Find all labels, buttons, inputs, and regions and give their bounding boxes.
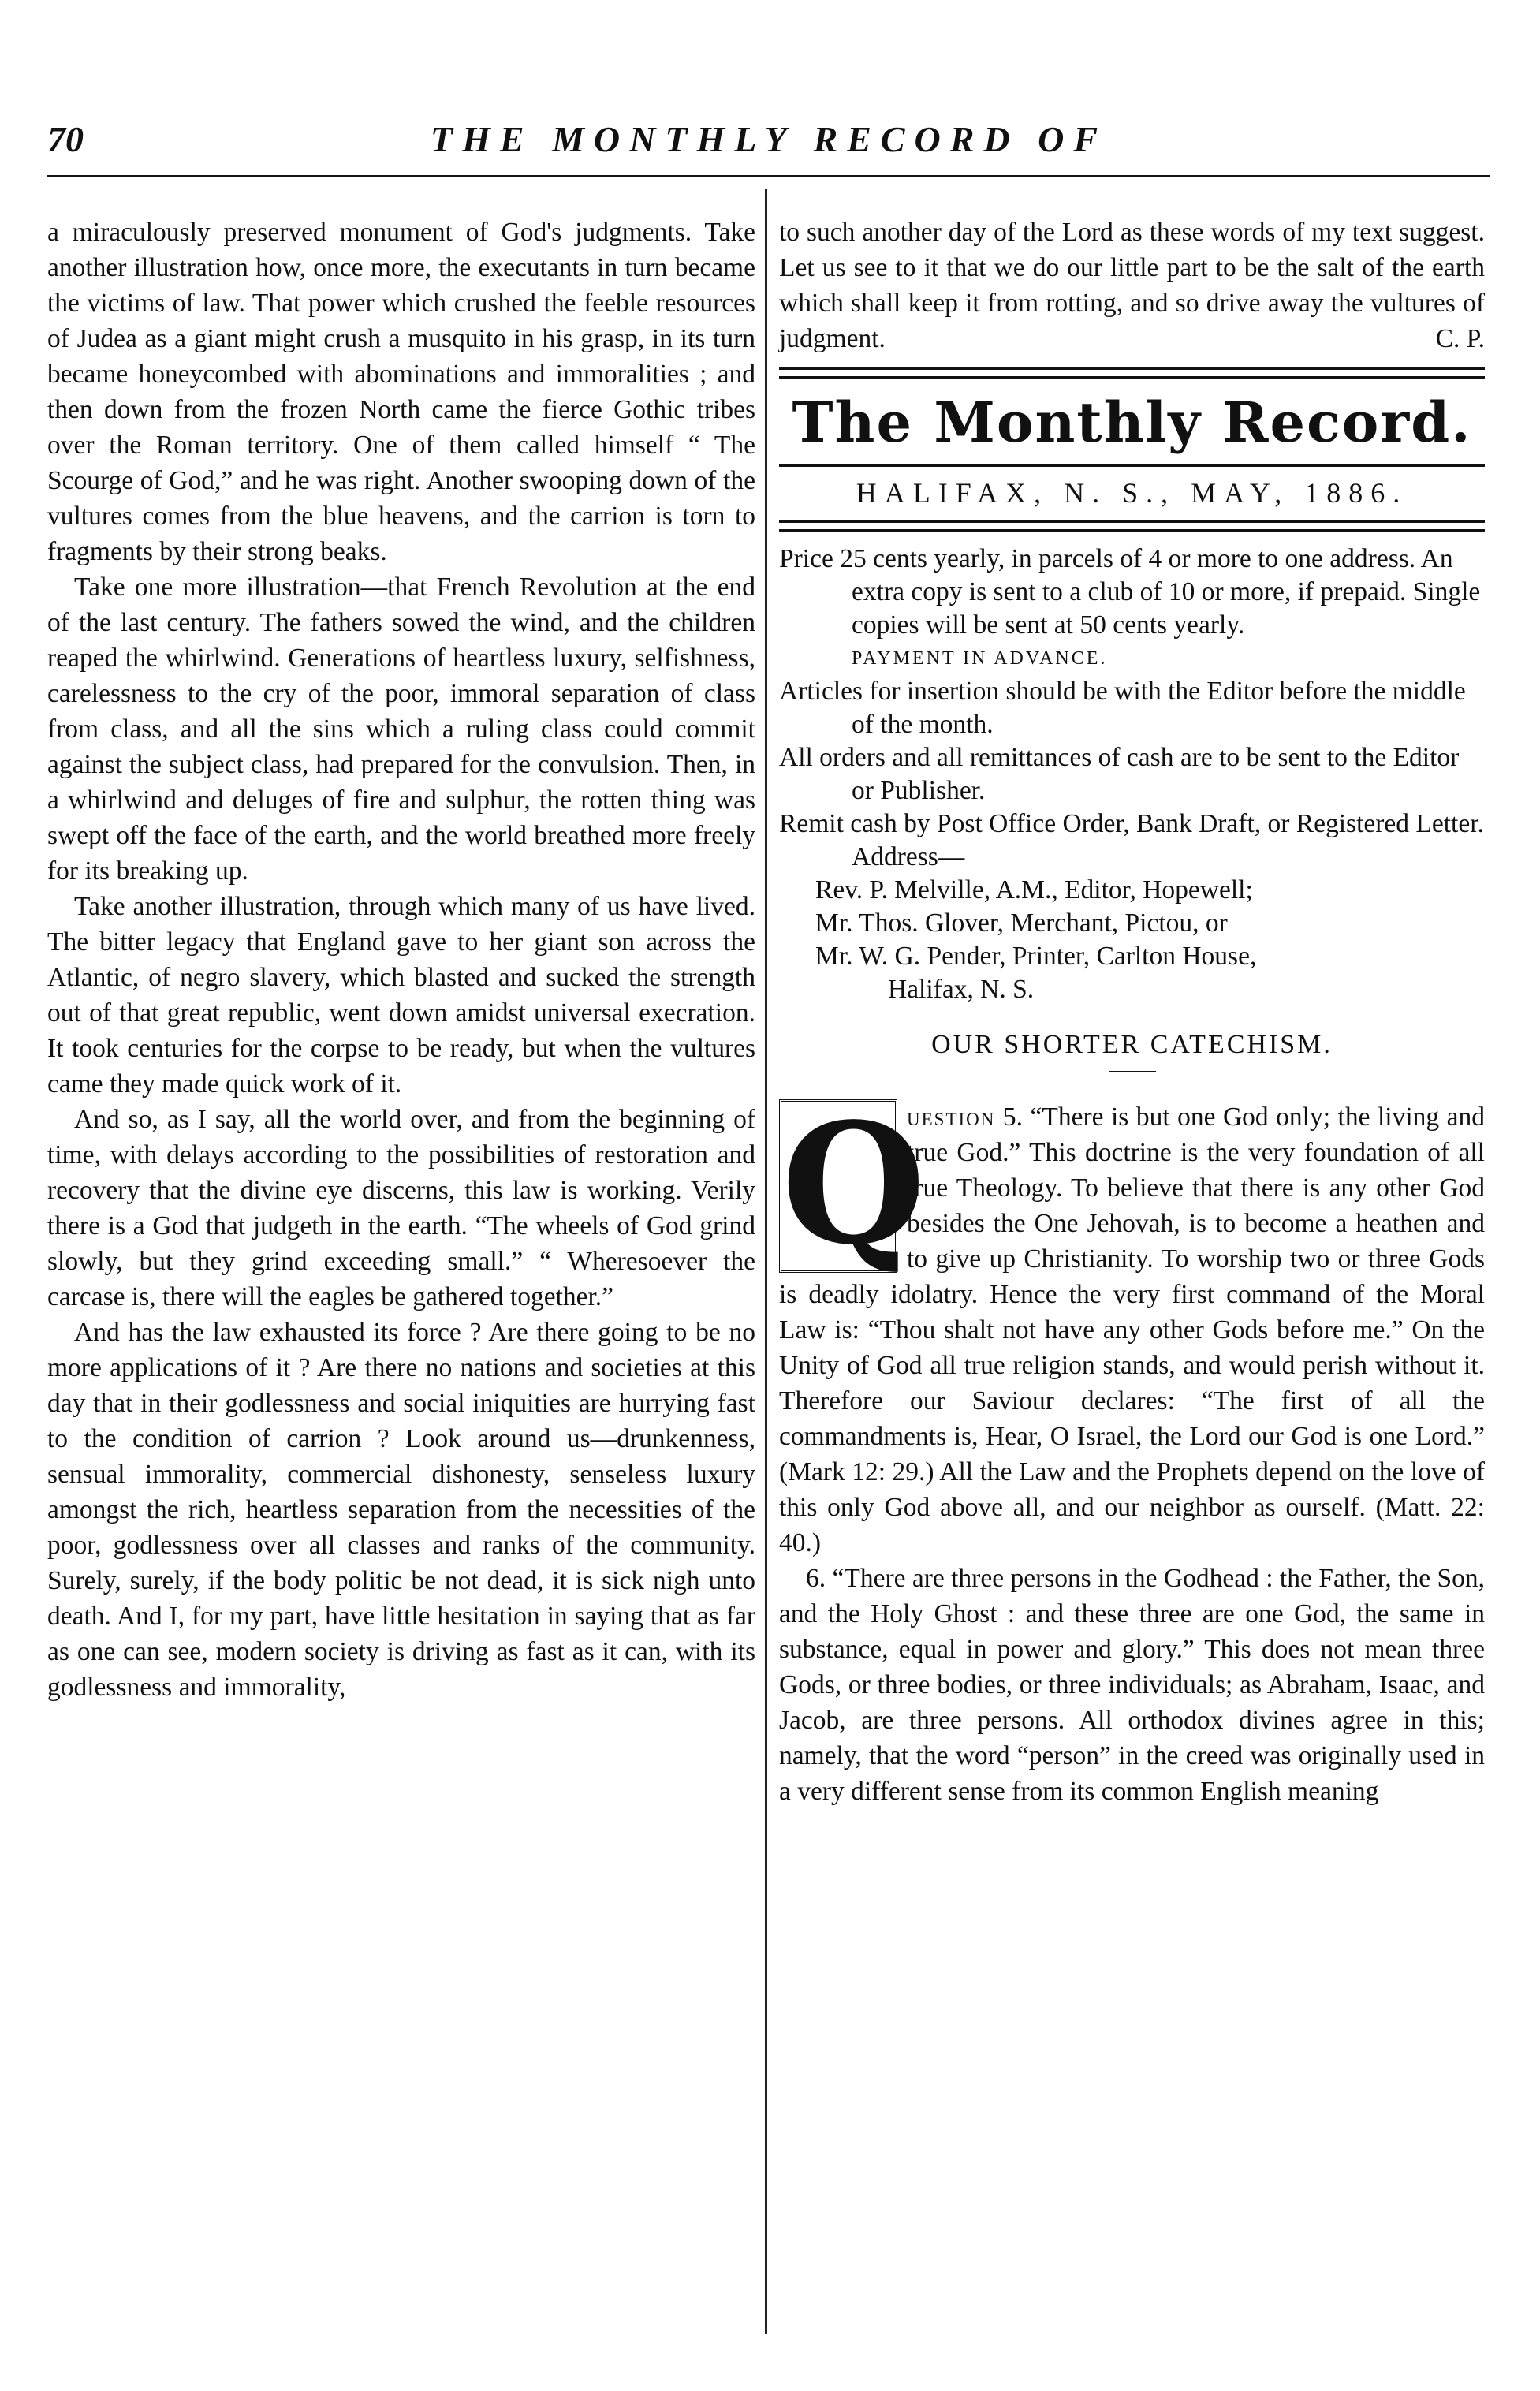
address-line: Halifax, N. S. [888, 975, 1035, 1004]
running-head [47, 118, 1490, 166]
notice-price: Price 25 cents yearly, in parcels of 4 or more to one address. An extra copy is sent to a club of 10 or more, if prepaid. Single copies will be sent at 50 cents yearly. [779, 544, 1481, 640]
paragraph: a miraculously preserved monument of God's judgments. Take another illustration how, once more, the executants in turn became the victims of law. That power which crushed the feeble resources of Judea as a giant might crush a musquito in his grasp, in its turn became honeycombed with abominations and immoralities ; and then down from the frozen North came the fierce Gothic tribes over the Roman territory. One of them called himself “ The Scourge of God,” and he was right. Another swooping down of the vultures comes from the blue heavens, and the carrion is torn to fragments by their strong beaks. [47, 218, 755, 566]
notice-orders: All orders and all remittances of cash are to be sent to the Editor or Publisher. [779, 743, 1460, 805]
signature: C. P. [1435, 324, 1485, 353]
left-column [47, 214, 755, 1705]
section-title-rule [1109, 1071, 1156, 1072]
subscription-notices [779, 543, 1485, 1006]
masthead: The Monthly Record. [792, 390, 1472, 455]
question-5-text: 5. “There is but one God only; the living and true God.” This doctrine is the very foundation of all true Theology. To believe that there is any other God besides the One Jehovah, is to become a heathen and to give up Christianity. To worship two or three Gods is deadly idolatry. Hence the very first command of the Moral Law is: “Thou shalt not have any other Gods before me.” On the Unity of God all true religion stands, and would perish without it. Therefore our Saviour declares: “The first of all the commandments is, Hear, O Israel, the Lord our God is one Lord.” (Mark 12: 29.) All the Law and the Prophets depend on the love of this only God above all, and our neighbor as ourself. (Matt. 22: 40.) [779, 1102, 1485, 1557]
paragraph: Take another illustration, through which many of us have lived. The bitter legacy that England gave to her giant son across the Atlantic, of negro slavery, which blasted and sucked the strength out of that great republic, went down amidst universal execration. It took centuries for the corpse to be ready, but when the vultures came they made quick work of it. [47, 892, 755, 1099]
notice-articles: Articles for insertion should be with the Editor before the middle of the month. [779, 677, 1466, 739]
page-number: 70 [47, 119, 84, 159]
lead-word: uestion [907, 1102, 996, 1132]
masthead-rule-top [779, 367, 1485, 379]
payment-note: PAYMENT IN ADVANCE. [852, 648, 1108, 669]
address-line: Rev. P. Melville, A.M., Editor, Hopewell; [815, 875, 1253, 905]
address-line: Mr. W. G. Pender, Printer, Carlton House, [815, 942, 1257, 971]
section-title: OUR SHORTER CATECHISM. [931, 1030, 1333, 1059]
address-line: Mr. Thos. Glover, Merchant, Pictou, or [815, 908, 1228, 938]
header-rule [47, 175, 1490, 177]
ornamental-dropcap: Q [779, 1099, 897, 1273]
article-continuation [779, 214, 1485, 356]
paragraph: Take one more illustration—that French Revolution at the end of the last century. The fathers sowed the wind, and the children reaped the whirlwind. Generations of heartless luxury, selfishness, carelessness to the cry of the poor, immoral separation of class from class, and all the sins which a ruling class could commit against the subject class, had prepared for the convulsion. Then, in a whirlwind and deluges of fire and sulphur, the rotten thing was swept off the face of the earth, and the world breathed more freely for its breaking up. [47, 573, 755, 886]
paragraph: And has the law exhausted its force ? Are there going to be no more applications of it ? Are there no nations and societies at this day that in their godlessness and social iniquities are hurrying fast to the condition of carrion ? Look around us—drunkenness, sensual immorality, commercial dishonesty, senseless luxury amongst the rich, heartless separation from the necessities of the poor, godlessness over all classes and ranks of the community. Surely, surely, if the body politic be not dead, it is sick nigh unto death. And I, for my part, have little hesitation in saying that as far as one can see, modern society is driving as fast as it can, with its godlessness and immorality, [47, 1318, 755, 1702]
running-title: THE MONTHLY RECORD OF [430, 119, 1108, 159]
address-list [779, 874, 1485, 1006]
notice-remit: Remit cash by Post Office Order, Bank Draft, or Registered Letter. Address— [779, 809, 1484, 871]
column-divider [765, 189, 767, 2334]
continuation-text: to such another day of the Lord as these words of my text suggest. Let us see to it that we do our little part to be the salt of the earth which shall keep it from rotting, and so drive away the vultures of judgment. [779, 218, 1485, 353]
question-6-text: 6. “There are three persons in the Godhead : the Father, the Son, and the Holy Ghost : and these three are one God, the same in substance, equal in power and glory.” This does not mean three Gods, or three bodies, or three individuals; as Abraham, Isaac, and Jacob, are three persons. All orthodox divines agree in this; namely, that the word “person” in the creed was originally used in a very different sense from its common English meaning [779, 1564, 1485, 1806]
left-article-body [47, 214, 755, 1705]
dateline: HALIFAX, N. S., MAY, 1886. [856, 477, 1408, 509]
paragraph: And so, as I say, all the world over, and from the beginning of time, with delays according to the possibilities of restoration and recovery that the divine eye discerns, this law is working. Verily there is a God that judgeth in the earth. “The wheels of God grind slowly, but they grind exceeding small.” “ Wheresoever the carcase is, there will the eagles be gathered together.” [47, 1105, 755, 1311]
masthead-rule-mid [779, 464, 1485, 467]
masthead-rule-bottom [779, 520, 1485, 532]
right-column [779, 214, 1485, 1809]
catechism-section [779, 1087, 1485, 1809]
